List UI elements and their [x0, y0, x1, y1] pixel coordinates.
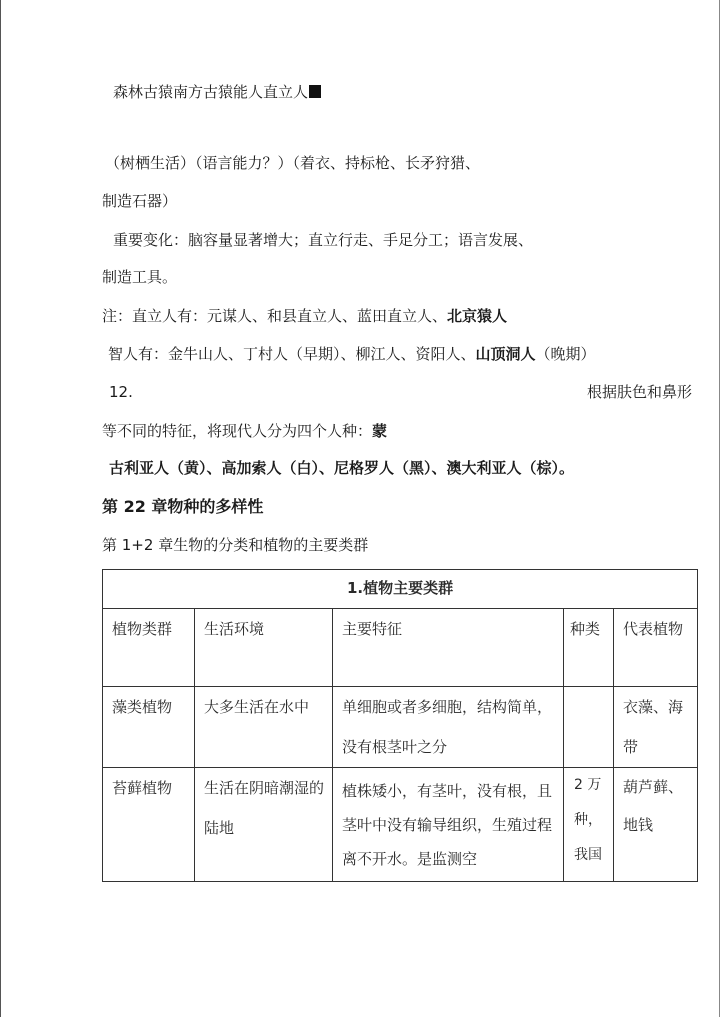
header-cell: 植物类群 [103, 609, 195, 687]
group-cell: 苔藓植物 [103, 768, 195, 882]
race-intro-text: 等不同的特征，将现代人分为四个人种： [102, 422, 373, 440]
header-cell: 主要特征 [333, 609, 564, 687]
header-cell: 代表植物 [614, 609, 698, 687]
evolution-sequence-line [113, 81, 321, 103]
kinds-cell: 2 万种，我国 [564, 768, 614, 882]
header-cell: 种类 [564, 609, 614, 687]
four-races-line: 古利亚人（黄）、高加索人（白）、尼格罗人（黑）、澳大利亚人（棕）。 [109, 459, 575, 477]
example-cell: 葫芦藓、地钱 [614, 768, 698, 882]
skin-color-criteria: 根据肤色和鼻形 [587, 383, 693, 401]
race-intro-line [102, 420, 387, 442]
item-number-12: 12. [109, 383, 133, 401]
peking-man-text: 北京猿人 [447, 307, 508, 325]
table-row [103, 687, 698, 768]
race-intro-bold: 蒙 [372, 422, 388, 440]
chapter-1-2-subheading: 第 1+2 章生物的分类和植物的主要类群 [102, 536, 369, 554]
plant-groups-table [102, 569, 698, 882]
evolution-notes-line-2: 制造石器） [102, 192, 178, 210]
table-row [103, 768, 698, 882]
example-cell: 衣藻、海带 [614, 687, 698, 768]
black-square-icon [309, 85, 321, 98]
table-title: 1.植物主要类群 [103, 570, 698, 609]
homo-erectus-list: 注：直立人有：元谋人、和县直立人、蓝田直立人、 [102, 307, 448, 325]
environment-cell: 大多生活在水中 [195, 687, 333, 768]
late-period-text: （晚期） [535, 345, 596, 363]
homo-erectus-note [102, 305, 507, 327]
header-cell: 生活环境 [195, 609, 333, 687]
major-changes-line: 重要变化：脑容量显著增大；直立行走、手足分工；语言发展、 [113, 231, 534, 249]
page-left-edge [0, 0, 1, 1017]
upper-cave-man-text: 山顶洞人 [475, 345, 536, 363]
evolution-sequence-text: 森林古猿南方古猿能人直立人 [113, 83, 309, 101]
major-changes-line-2: 制造工具。 [102, 268, 178, 286]
group-cell: 藻类植物 [103, 687, 195, 768]
homo-sapiens-list: 智人有：金牛山人、丁村人（早期）、柳江人、资阳人、 [108, 345, 476, 363]
feature-cell: 植株矮小，有茎叶，没有根，且茎叶中没有输导组织，生殖过程离不开水。是监测空 [333, 768, 564, 882]
feature-cell: 单细胞或者多细胞，结构简单，没有根茎叶之分 [333, 687, 564, 768]
evolution-notes-line: （树栖生活）（语言能力？）（着衣、持标枪、长矛狩猎、 [105, 154, 481, 172]
table-header-row [103, 609, 698, 687]
chapter-22-heading: 第 22 章物种的多样性 [102, 497, 264, 516]
kinds-cell [564, 687, 614, 768]
environment-cell: 生活在阴暗潮湿的陆地 [195, 768, 333, 882]
homo-sapiens-note [108, 343, 596, 365]
